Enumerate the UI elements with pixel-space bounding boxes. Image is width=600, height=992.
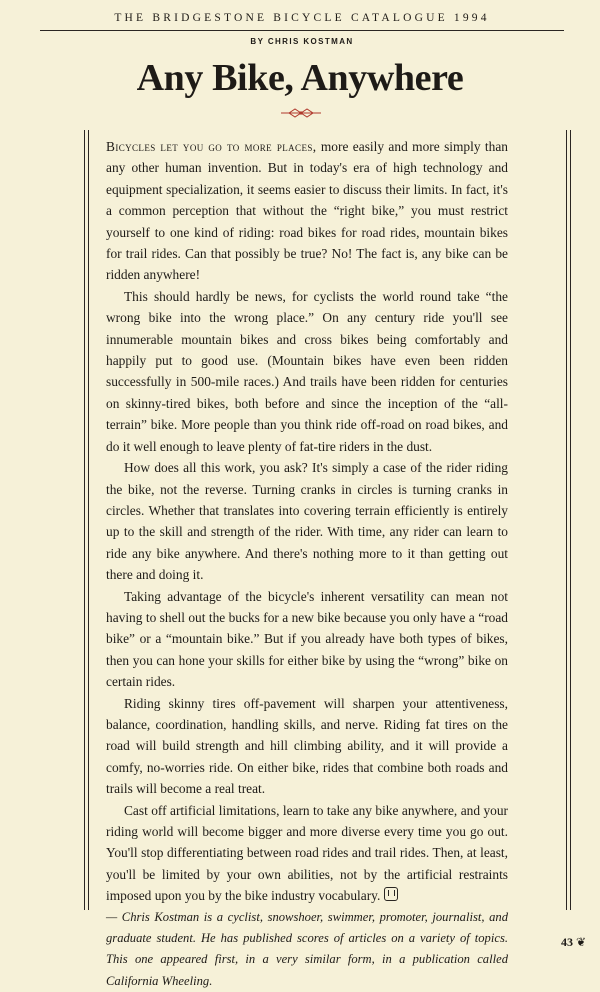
- paragraph-6: [106, 800, 508, 907]
- byline: BY CHRIS KOSTMAN: [250, 37, 354, 46]
- paragraph-1: [106, 136, 508, 286]
- folio-ornament-icon: ❦: [575, 935, 586, 949]
- paragraph-6-text: Cast off artificial limitations, learn to take any bike anywhere, and your riding world will become bigger and more diverse every time you go out. You'll stop differentiating between road rides and trail rides. Then, at least, you'll be limited by your own abilities, not by the artificial restraints imposed upon you by the bike industry vocabulary.: [106, 802, 508, 904]
- paragraph-4: Taking advantage of the bicycle's inherent versatility can mean not having to shell out the bucks for a new bike because you only have a “road bike” or a “mountain bike.” But if you already have both types of bikes, then you can hone your skills for either bike by using the “wrong” bike on certain rides.: [106, 588, 508, 690]
- paragraph-5: Riding skinny tires off-pavement will sharpen your attentiveness, balance, coordination, handling skills, and nerve. Riding fat tires on the road will build strength and hill climbing ability, and it will provide a comfy, no-worries ride. On either bike, rides that combine both roads and trails will become a real treat.: [106, 695, 508, 797]
- paragraph-2: This should hardly be news, for cyclists the world round take “the wrong bike into the wrong place.” On any century ride you'll see innumerable mountain bikes and cross bikes being comfortably and happily put to good use. (Mountain bikes have even been ridden successfully in 500-mile races.) And trails have been ridden for centuries on skinny-tired bikes, both before and since the inception of the “all-terrain” bike. More people than you think ride off-road on road bikes, and do it well enough to leave plenty of fat-tire riders in the dust.: [106, 288, 508, 454]
- end-of-article-icon: [384, 887, 398, 901]
- paragraph-1-text: more easily and more simply than any other human invention. But in today's era of high technology and equipment specialization, it seems easier to discuss their limits. In fact, it's a common perception that without the “right bike,” you must restrict yourself to one kind of riding: road bikes for road rides, mountain bikes for trail rides. Can that possibly be true? No! The fact is, any bike can be ridden anywhere!: [106, 139, 508, 283]
- catalogue-header: [40, 12, 564, 46]
- left-rule-outer: [84, 130, 85, 910]
- lead-in-smallcaps: Bicycles let you go to more places,: [106, 139, 317, 154]
- author-note: — Chris Kostman is a cyclist, snowshoer, swimmer, promoter, journalist, and graduate student. He has published scores of articles on a variety of topics. This one appeared first, in a very similar form, in a publication called California Wheeling.: [106, 909, 508, 988]
- page-number: 43: [560, 935, 573, 949]
- right-rule-outer: [570, 130, 571, 910]
- ornament-divider-icon: [281, 107, 321, 119]
- catalogue-title: THE BRIDGESTONE BICYCLE CATALOGUE 1994: [40, 12, 564, 31]
- paragraph-3: How does all this work, you ask? It's simply a case of the rider riding the bike, not the reverse. Turning cranks in circles is turning cranks in circles. Whether that translates into covering terrain efficiently is entirely up to the skill and strength of the rider. With time, any rider can learn to ride any bike anywhere. And there's nothing more to it than getting out there and doing it.: [106, 460, 508, 583]
- article-headline: Any Bike, Anywhere: [136, 57, 464, 99]
- left-rule-inner: [88, 130, 89, 910]
- article-body: [106, 136, 508, 992]
- right-rule-inner: [566, 130, 567, 910]
- page-number-block: [561, 935, 586, 950]
